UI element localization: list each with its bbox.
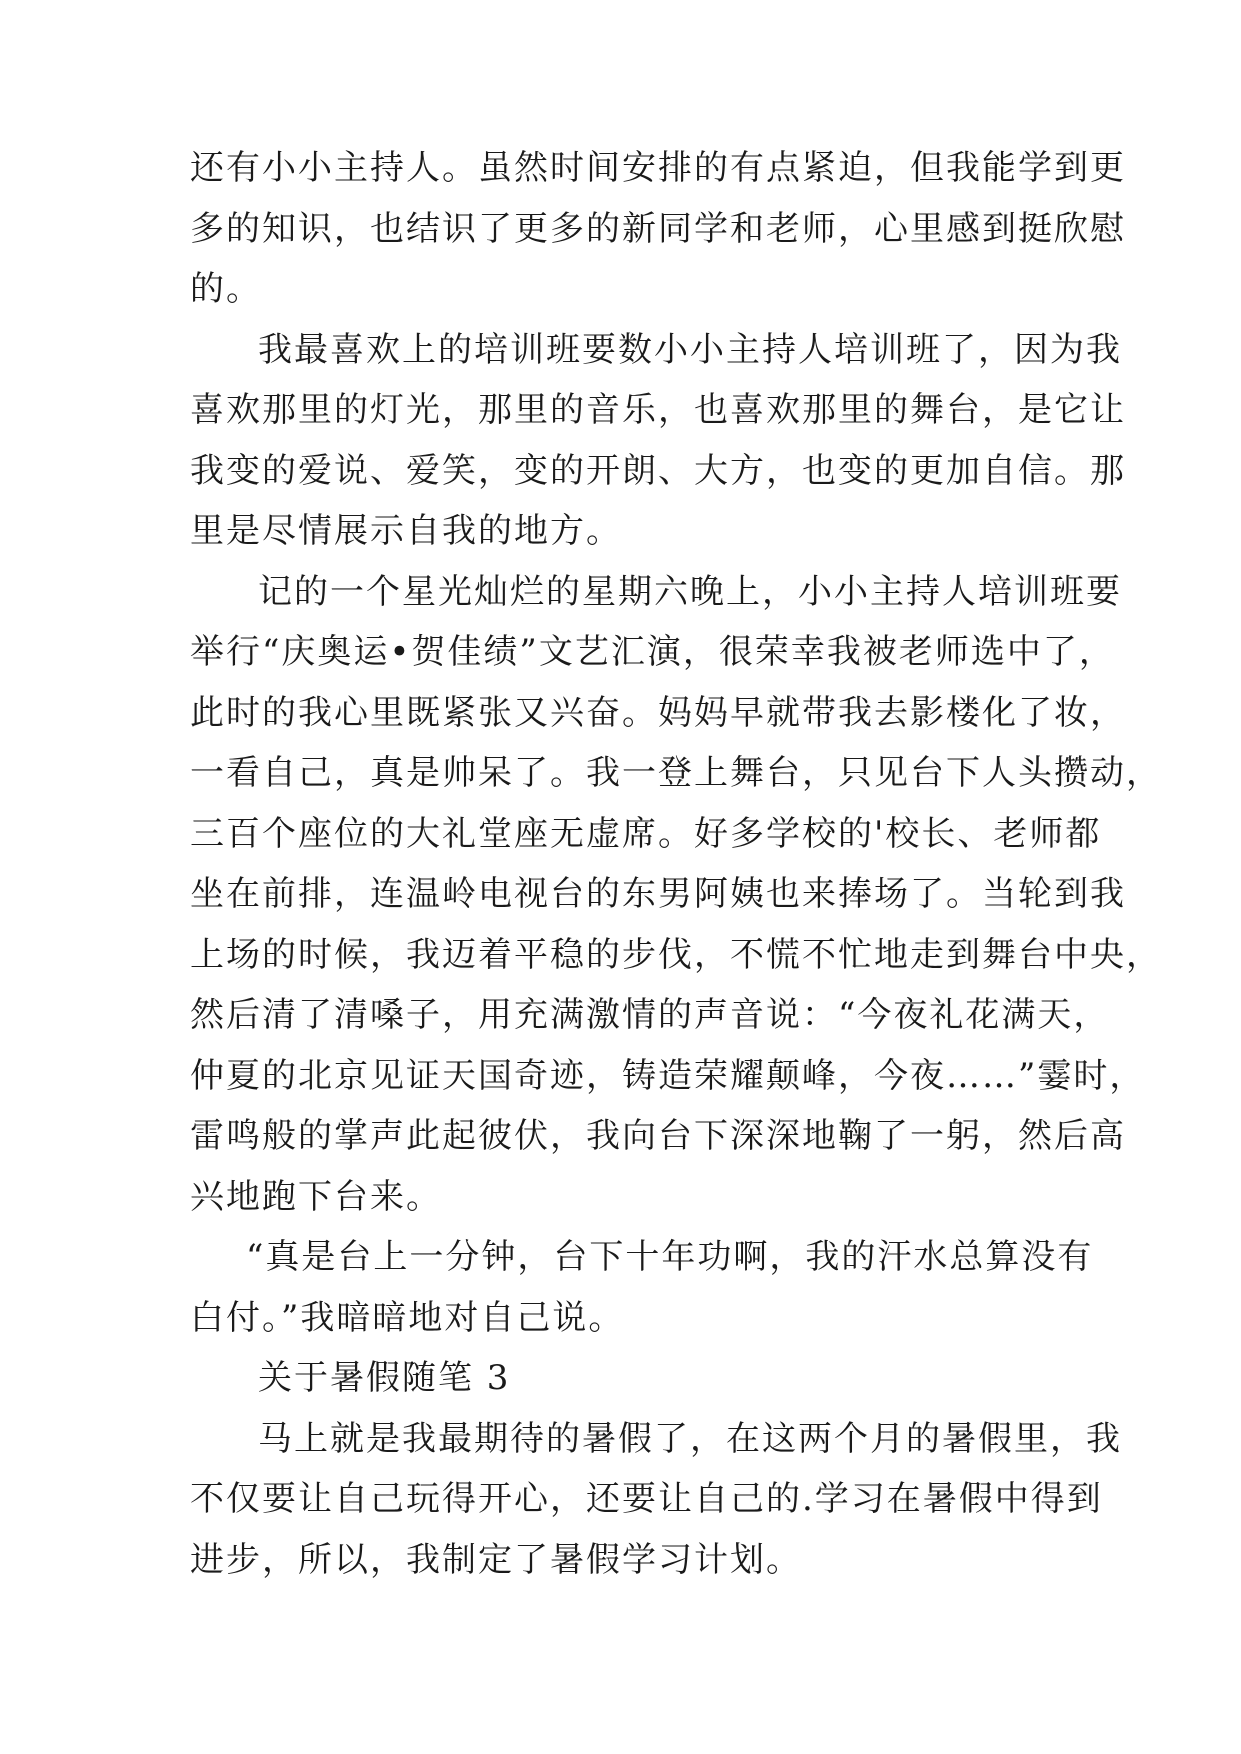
text-line: 雷鸣般的掌声此起彼伏，我向台下深深地鞠了一躬，然后高	[190, 1116, 1126, 1156]
text-line: 白付。”我暗暗地对自己说。	[190, 1297, 625, 1338]
text-line: 记的一个星光灿烂的星期六晚上，小小主持人培训班要	[258, 571, 1122, 612]
text-line: 坐在前排，连温岭电视台的东男阿姨也来捧场了。当轮到我	[190, 874, 1126, 914]
text-line: 还有小小主持人。虽然时间安排的有点紧迫，但我能学到更	[190, 148, 1126, 188]
paragraph	[190, 562, 1162, 1228]
text-line: 仲夏的北京见证天国奇迹，铸造荣耀颠峰，今夜……”霎时，	[190, 1055, 1146, 1096]
paragraph	[190, 1227, 1094, 1348]
paragraph	[190, 138, 1126, 320]
text-line: 一看自己，真是帅呆了。我一登上舞台，只见台下人头攒动，	[190, 753, 1162, 793]
text-line: 我最喜欢上的培训班要数小小主持人培训班了，因为我	[258, 329, 1122, 370]
document-body	[190, 138, 1162, 1590]
text-line: 然后清了清嗓子，用充满激情的声音说：“今夜礼花满天，	[190, 995, 1110, 1035]
text-line: 上场的时候，我迈着平稳的步伐，不慌不忙地走到舞台中央，	[190, 934, 1162, 975]
text-line: 举行“庆奥运•贺佳绩”文艺汇演，很荣幸我被老师选中了，	[190, 632, 1115, 672]
text-line: 兴地跑下台来。	[190, 1176, 442, 1217]
text-line: 马上就是我最期待的暑假了，在这两个月的暑假里，我	[258, 1418, 1122, 1459]
paragraph	[190, 320, 1126, 562]
text-line: 三百个座位的大礼堂座无虚席。好多学校的'校长、老师都	[190, 813, 1102, 854]
text-line: 里是尽情展示自我的地方。	[190, 511, 622, 551]
text-line: 多的知识，也结识了更多的新同学和老师，心里感到挺欣慰	[190, 208, 1126, 249]
text-line: 喜欢那里的灯光，那里的音乐，也喜欢那里的舞台，是它让	[190, 390, 1126, 430]
text-line: 我变的爱说、爱笑，变的开朗、大方，也变的更加自信。那	[190, 450, 1126, 491]
paragraph	[190, 1409, 1122, 1591]
text-line: 的。	[190, 269, 262, 309]
text-line: 此时的我心里既紧张又兴奋。妈妈早就带我去影楼化了妆，	[190, 692, 1126, 733]
heading-text: 关于暑假随笔 3	[258, 1358, 511, 1398]
text-line: 进步，所以，我制定了暑假学习计划。	[190, 1539, 802, 1580]
text-line: “真是台上一分钟，台下十年功啊，我的汗水总算没有	[246, 1237, 1094, 1277]
section-heading	[190, 1348, 1070, 1409]
text-line: 不仅要让自己玩得开心，还要让自己的.学习在暑假中得到	[190, 1479, 1103, 1519]
